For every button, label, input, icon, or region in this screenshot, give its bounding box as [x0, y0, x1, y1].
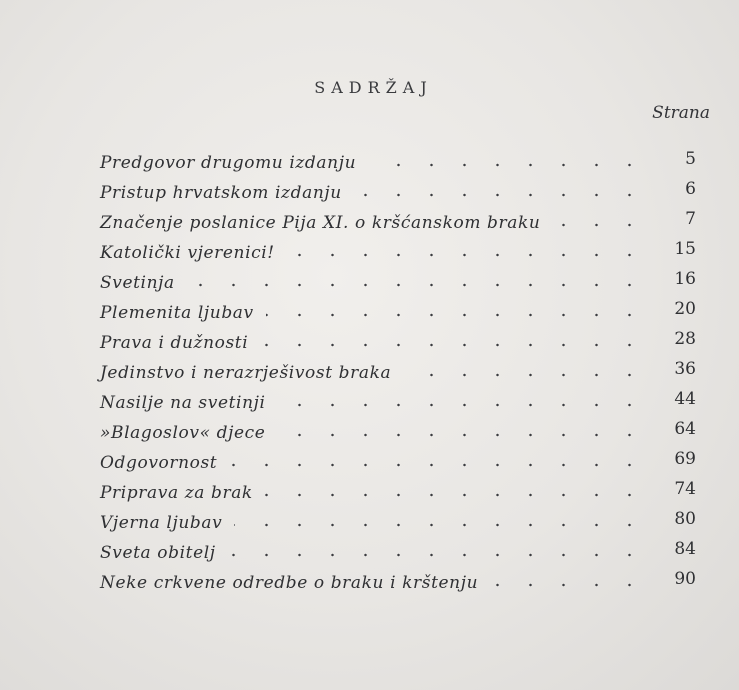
toc-entry-page: 69 — [674, 449, 696, 469]
toc-entry-page: 36 — [674, 359, 696, 379]
dot-leaders — [278, 403, 646, 407]
toc-entry-title: Značenje poslanice Pija XI. o kršćanskom braku — [100, 213, 541, 233]
toc-entry-title: Odgovornost — [100, 453, 218, 473]
toc-entry — [100, 563, 696, 593]
dot-leaders — [260, 343, 646, 347]
toc-entry-page: 15 — [674, 239, 696, 259]
toc-entry — [100, 443, 696, 473]
toc-entry-title: Priprava za brak — [100, 483, 253, 503]
toc-entry-page: 84 — [674, 539, 696, 559]
toc-entry-page: 90 — [674, 569, 696, 589]
toc-entry-page: 5 — [685, 149, 696, 169]
toc-entry-title: Prava i dužnosti — [100, 333, 249, 353]
dot-leaders — [287, 253, 646, 257]
dot-leaders — [354, 193, 646, 197]
toc-entry — [100, 233, 696, 263]
dot-leaders — [228, 553, 646, 557]
toc-entry — [100, 383, 696, 413]
toc-entry-title: Katolički vjerenici! — [100, 243, 275, 263]
toc-entry-title: Vjerna ljubav — [100, 513, 223, 533]
toc-entry-title: Jedinstvo i nerazrješivost braka — [100, 363, 392, 383]
table-of-contents — [100, 143, 696, 593]
dot-leaders — [490, 583, 646, 587]
toc-entry — [100, 503, 696, 533]
dot-leaders — [187, 283, 646, 287]
toc-entry-page: 7 — [685, 209, 696, 229]
dot-leaders — [368, 163, 646, 167]
toc-entry — [100, 293, 696, 323]
toc-entry-title: »Blagoslov« djece — [100, 423, 266, 443]
toc-entry-page: 74 — [674, 479, 696, 499]
dot-leaders — [266, 313, 646, 317]
dot-leaders — [265, 493, 646, 497]
toc-entry-title: Predgovor drugomu izdanju — [100, 153, 357, 173]
toc-entry — [100, 173, 696, 203]
toc-entry — [100, 353, 696, 383]
page-column-header: Strana — [652, 103, 710, 123]
toc-entry-page: 44 — [674, 389, 696, 409]
toc-entry — [100, 533, 696, 563]
toc-entry-page: 64 — [674, 419, 696, 439]
toc-entry-title: Plemenita ljubav — [100, 303, 254, 323]
toc-entry-title: Pristup hrvatskom izdanju — [100, 183, 342, 203]
dot-leaders — [234, 523, 646, 527]
toc-entry-title: Neke crkvene odredbe o braku i krštenju — [100, 573, 479, 593]
dot-leaders — [552, 223, 646, 227]
dot-leaders — [229, 463, 646, 467]
toc-entry-page: 6 — [685, 179, 696, 199]
toc-entry-page: 28 — [674, 329, 696, 349]
toc-entry — [100, 323, 696, 353]
page-title: SADRŽAJ — [314, 78, 433, 97]
toc-entry-page: 20 — [674, 299, 696, 319]
toc-entry-page: 80 — [674, 509, 696, 529]
toc-entry — [100, 413, 696, 443]
toc-entry — [100, 203, 696, 233]
toc-entry-title: Sveta obitelj — [100, 543, 216, 563]
dot-leaders — [403, 373, 646, 377]
toc-entry-title: Svetinja — [100, 273, 175, 293]
toc-entry — [100, 473, 696, 503]
toc-entry — [100, 143, 696, 173]
toc-entry — [100, 263, 696, 293]
dot-leaders — [277, 433, 646, 437]
toc-entry-page: 16 — [674, 269, 696, 289]
toc-entry-title: Nasilje na svetinji — [100, 393, 266, 413]
